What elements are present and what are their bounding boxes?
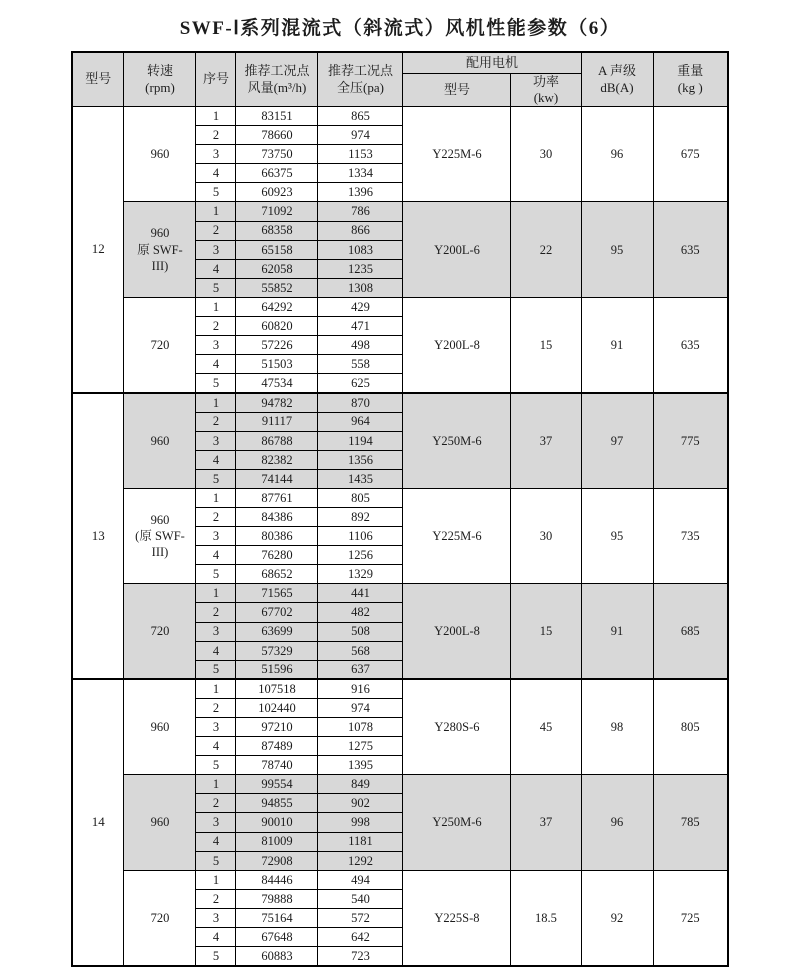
- noise-cell: 91: [581, 297, 653, 392]
- header-motor-group: 配用电机: [403, 52, 581, 73]
- seq-cell: 3: [196, 908, 236, 927]
- pressure-cell: 723: [318, 947, 403, 966]
- flow-cell: 60923: [236, 183, 318, 202]
- seq-cell: 4: [196, 928, 236, 947]
- flow-cell: 57226: [236, 336, 318, 355]
- flow-cell: 68358: [236, 221, 318, 240]
- speed-cell: 720: [124, 297, 196, 392]
- flow-cell: 84386: [236, 507, 318, 526]
- pressure-cell: 865: [318, 107, 403, 126]
- pressure-cell: 1308: [318, 278, 403, 297]
- pressure-cell: 870: [318, 393, 403, 412]
- pressure-cell: 1083: [318, 240, 403, 259]
- noise-cell: 91: [581, 584, 653, 679]
- flow-cell: 67702: [236, 603, 318, 622]
- seq-cell: 2: [196, 698, 236, 717]
- seq-cell: 1: [196, 393, 236, 412]
- power-cell: 15: [511, 297, 581, 392]
- flow-cell: 66375: [236, 164, 318, 183]
- weight-cell: 735: [653, 488, 728, 583]
- motor-model-cell: Y225M-6: [403, 107, 511, 202]
- header-seq: 序号: [196, 52, 236, 107]
- table-row: [72, 297, 728, 316]
- flow-cell: 102440: [236, 698, 318, 717]
- pressure-cell: 572: [318, 908, 403, 927]
- speed-cell: 960: [124, 775, 196, 870]
- noise-cell: 95: [581, 202, 653, 297]
- seq-cell: 5: [196, 374, 236, 393]
- seq-cell: 2: [196, 317, 236, 336]
- pressure-cell: 498: [318, 336, 403, 355]
- header-weight: 重量 (kg ): [653, 52, 728, 107]
- speed-cell: 960: [124, 393, 196, 488]
- flow-cell: 60883: [236, 947, 318, 966]
- flow-cell: 72908: [236, 851, 318, 870]
- table-row: [72, 584, 728, 603]
- seq-cell: 3: [196, 240, 236, 259]
- power-cell: 22: [511, 202, 581, 297]
- table-row: [72, 107, 728, 126]
- seq-cell: 5: [196, 756, 236, 775]
- header-speed: 转速 (rpm): [124, 52, 196, 107]
- fan-performance-table: [71, 51, 729, 967]
- pressure-cell: 471: [318, 317, 403, 336]
- power-cell: 15: [511, 584, 581, 679]
- seq-cell: 4: [196, 164, 236, 183]
- table-header: [72, 52, 728, 107]
- seq-cell: 3: [196, 336, 236, 355]
- flow-cell: 84446: [236, 870, 318, 889]
- model-cell: 14: [72, 679, 124, 965]
- weight-cell: 725: [653, 870, 728, 965]
- pressure-cell: 625: [318, 374, 403, 393]
- flow-cell: 87489: [236, 737, 318, 756]
- weight-cell: 685: [653, 584, 728, 679]
- header-power: 功率 (kw): [511, 73, 581, 107]
- seq-cell: 2: [196, 412, 236, 431]
- pressure-cell: 1194: [318, 431, 403, 450]
- seq-cell: 3: [196, 527, 236, 546]
- flow-cell: 51596: [236, 660, 318, 679]
- pressure-cell: 866: [318, 221, 403, 240]
- flow-cell: 60820: [236, 317, 318, 336]
- power-cell: 37: [511, 775, 581, 870]
- flow-cell: 82382: [236, 450, 318, 469]
- seq-cell: 4: [196, 832, 236, 851]
- seq-cell: 4: [196, 641, 236, 660]
- header-noise: A 声级 dB(A): [581, 52, 653, 107]
- weight-cell: 775: [653, 393, 728, 488]
- pressure-cell: 805: [318, 488, 403, 507]
- table-row: [72, 393, 728, 412]
- power-cell: 45: [511, 679, 581, 774]
- pressure-cell: 558: [318, 355, 403, 374]
- flow-cell: 91117: [236, 412, 318, 431]
- noise-cell: 96: [581, 775, 653, 870]
- pressure-cell: 1078: [318, 718, 403, 737]
- pressure-cell: 1395: [318, 756, 403, 775]
- pressure-cell: 1275: [318, 737, 403, 756]
- pressure-cell: 494: [318, 870, 403, 889]
- model-cell: 12: [72, 107, 124, 393]
- flow-cell: 63699: [236, 622, 318, 641]
- noise-cell: 97: [581, 393, 653, 488]
- motor-model-cell: Y200L-6: [403, 202, 511, 297]
- table-row: [72, 679, 728, 698]
- seq-cell: 5: [196, 660, 236, 679]
- pressure-cell: 1256: [318, 546, 403, 565]
- weight-cell: 805: [653, 679, 728, 774]
- pressure-cell: 1292: [318, 851, 403, 870]
- seq-cell: 1: [196, 584, 236, 603]
- seq-cell: 3: [196, 718, 236, 737]
- noise-cell: 98: [581, 679, 653, 774]
- weight-cell: 635: [653, 202, 728, 297]
- seq-cell: 5: [196, 278, 236, 297]
- seq-cell: 2: [196, 507, 236, 526]
- pressure-cell: 786: [318, 202, 403, 221]
- header-model: 型号: [72, 52, 124, 107]
- motor-model-cell: Y200L-8: [403, 297, 511, 392]
- table-row: [72, 202, 728, 221]
- pressure-cell: 568: [318, 641, 403, 660]
- pressure-cell: 1396: [318, 183, 403, 202]
- speed-cell: 720: [124, 870, 196, 965]
- pressure-cell: 1181: [318, 832, 403, 851]
- flow-cell: 73750: [236, 145, 318, 164]
- flow-cell: 87761: [236, 488, 318, 507]
- motor-model-cell: Y250M-6: [403, 775, 511, 870]
- table-row: [72, 870, 728, 889]
- weight-cell: 635: [653, 297, 728, 392]
- pressure-cell: 1356: [318, 450, 403, 469]
- flow-cell: 71092: [236, 202, 318, 221]
- seq-cell: 3: [196, 622, 236, 641]
- flow-cell: 57329: [236, 641, 318, 660]
- pressure-cell: 540: [318, 889, 403, 908]
- speed-cell: 720: [124, 584, 196, 679]
- power-cell: 30: [511, 107, 581, 202]
- flow-cell: 55852: [236, 278, 318, 297]
- motor-model-cell: Y250M-6: [403, 393, 511, 488]
- weight-cell: 675: [653, 107, 728, 202]
- pressure-cell: 429: [318, 297, 403, 316]
- speed-cell: 960 原 SWF- III): [124, 202, 196, 297]
- seq-cell: 3: [196, 813, 236, 832]
- seq-cell: 1: [196, 775, 236, 794]
- seq-cell: 1: [196, 488, 236, 507]
- seq-cell: 1: [196, 202, 236, 221]
- power-cell: 30: [511, 488, 581, 583]
- flow-cell: 64292: [236, 297, 318, 316]
- flow-cell: 99554: [236, 775, 318, 794]
- pressure-cell: 441: [318, 584, 403, 603]
- pressure-cell: 902: [318, 794, 403, 813]
- flow-cell: 76280: [236, 546, 318, 565]
- seq-cell: 4: [196, 259, 236, 278]
- pressure-cell: 482: [318, 603, 403, 622]
- seq-cell: 4: [196, 546, 236, 565]
- seq-cell: 5: [196, 183, 236, 202]
- pressure-cell: 974: [318, 126, 403, 145]
- pressure-cell: 998: [318, 813, 403, 832]
- flow-cell: 80386: [236, 527, 318, 546]
- table-row: [72, 775, 728, 794]
- pressure-cell: 1153: [318, 145, 403, 164]
- seq-cell: 5: [196, 469, 236, 488]
- flow-cell: 47534: [236, 374, 318, 393]
- flow-cell: 79888: [236, 889, 318, 908]
- motor-model-cell: Y225S-8: [403, 870, 511, 965]
- flow-cell: 86788: [236, 431, 318, 450]
- header-motor-model: 型号: [403, 73, 511, 107]
- flow-cell: 65158: [236, 240, 318, 259]
- seq-cell: 2: [196, 889, 236, 908]
- seq-cell: 5: [196, 565, 236, 584]
- speed-cell: 960: [124, 107, 196, 202]
- noise-cell: 95: [581, 488, 653, 583]
- seq-cell: 1: [196, 107, 236, 126]
- flow-cell: 68652: [236, 565, 318, 584]
- speed-cell: 960: [124, 679, 196, 774]
- flow-cell: 75164: [236, 908, 318, 927]
- seq-cell: 3: [196, 145, 236, 164]
- model-cell: 13: [72, 393, 124, 679]
- pressure-cell: 642: [318, 928, 403, 947]
- page-title: SWF-Ⅰ系列混流式（斜流式）风机性能参数（6）: [179, 18, 621, 39]
- seq-cell: 2: [196, 126, 236, 145]
- flow-cell: 94855: [236, 794, 318, 813]
- pressure-cell: 1329: [318, 565, 403, 584]
- seq-cell: 1: [196, 870, 236, 889]
- pressure-cell: 892: [318, 507, 403, 526]
- flow-cell: 74144: [236, 469, 318, 488]
- table-body: [72, 107, 728, 966]
- power-cell: 18.5: [511, 870, 581, 965]
- seq-cell: 1: [196, 679, 236, 698]
- noise-cell: 96: [581, 107, 653, 202]
- noise-cell: 92: [581, 870, 653, 965]
- seq-cell: 1: [196, 297, 236, 316]
- flow-cell: 71565: [236, 584, 318, 603]
- seq-cell: 4: [196, 355, 236, 374]
- seq-cell: 5: [196, 947, 236, 966]
- seq-cell: 5: [196, 851, 236, 870]
- pressure-cell: 1334: [318, 164, 403, 183]
- flow-cell: 90010: [236, 813, 318, 832]
- flow-cell: 67648: [236, 928, 318, 947]
- flow-cell: 78660: [236, 126, 318, 145]
- flow-cell: 81009: [236, 832, 318, 851]
- pressure-cell: 1235: [318, 259, 403, 278]
- table-row: [72, 488, 728, 507]
- seq-cell: 4: [196, 737, 236, 756]
- pressure-cell: 637: [318, 660, 403, 679]
- seq-cell: 2: [196, 603, 236, 622]
- seq-cell: 3: [196, 431, 236, 450]
- power-cell: 37: [511, 393, 581, 488]
- weight-cell: 785: [653, 775, 728, 870]
- flow-cell: 94782: [236, 393, 318, 412]
- flow-cell: 51503: [236, 355, 318, 374]
- flow-cell: 78740: [236, 756, 318, 775]
- seq-cell: 2: [196, 794, 236, 813]
- flow-cell: 83151: [236, 107, 318, 126]
- pressure-cell: 964: [318, 412, 403, 431]
- seq-cell: 4: [196, 450, 236, 469]
- pressure-cell: 1435: [318, 469, 403, 488]
- speed-cell: 960 (原 SWF- III): [124, 488, 196, 583]
- pressure-cell: 849: [318, 775, 403, 794]
- motor-model-cell: Y225M-6: [403, 488, 511, 583]
- flow-cell: 107518: [236, 679, 318, 698]
- seq-cell: 2: [196, 221, 236, 240]
- header-flow: 推荐工况点 风量(m³/h): [236, 52, 318, 107]
- pressure-cell: 974: [318, 698, 403, 717]
- flow-cell: 62058: [236, 259, 318, 278]
- motor-model-cell: Y280S-6: [403, 679, 511, 774]
- header-pressure: 推荐工况点 全压(pa): [318, 52, 403, 107]
- pressure-cell: 508: [318, 622, 403, 641]
- motor-model-cell: Y200L-8: [403, 584, 511, 679]
- flow-cell: 97210: [236, 718, 318, 737]
- pressure-cell: 916: [318, 679, 403, 698]
- pressure-cell: 1106: [318, 527, 403, 546]
